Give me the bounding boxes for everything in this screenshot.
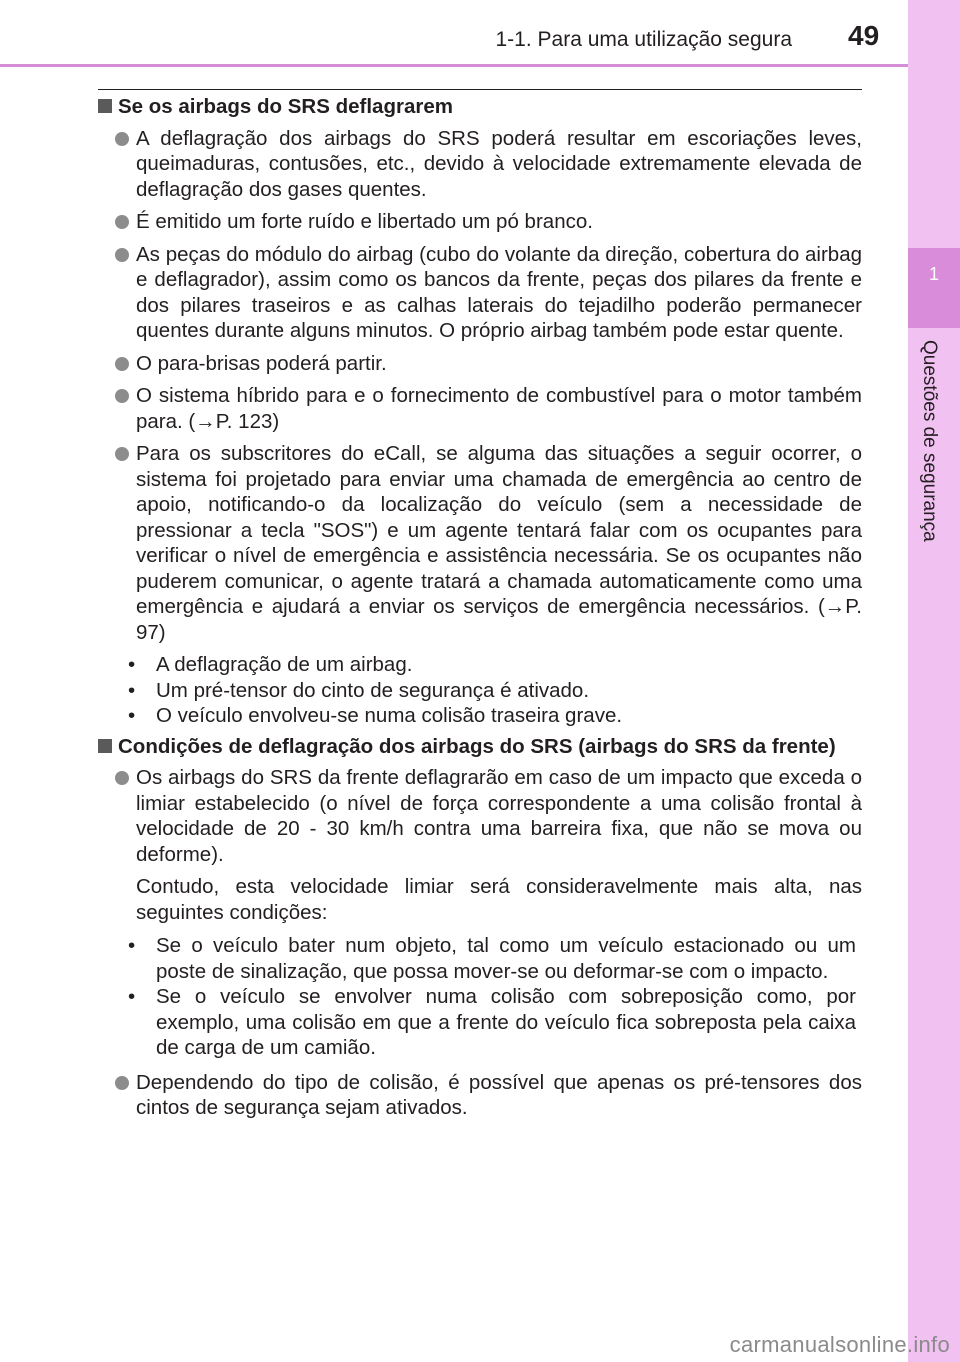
paragraph: Contudo, esta velocidade limiar será consideravelmente mais alta, nas seguintes condições:: [136, 875, 862, 924]
list-item: [98, 351, 862, 377]
list-item: [98, 126, 862, 203]
sub-list-item-text: Se o veículo bater num objeto, tal como um veículo estacionado ou um poste de sinalização, que possa mover-se ou deformar-se com o impacto.: [156, 934, 856, 983]
sub-list-item: [98, 933, 862, 984]
circle-bullet-icon: [115, 447, 129, 461]
content-top-rule: [98, 89, 862, 90]
list-item-text: O sistema híbrido para e o fornecimento de combustível para o motor também para. (→P. 123): [136, 384, 862, 433]
list-item-text: Para os subscritores do eCall, se alguma das situações a seguir ocorrer, o sistema foi projetado para enviar uma chamada de emergência ao centro de apoio, notificando-o da localização do veículo (sem a necessidade de pressionar a tecla "SOS") e um agente tentará falar com os ocupantes para verificar o nível de emergência e assistência necessária. Se os ocupantes não puderem comunicar, o agente tratará a chamada automaticamente como uma emergência e ajudará a enviar os serviços de emergência necessários. (→P. 97): [136, 442, 862, 644]
list-item: [98, 242, 862, 344]
list-item-text: É emitido um forte ruído e libertado um pó branco.: [136, 210, 593, 233]
list-item-text: Os airbags do SRS da frente deflagrarão em caso de um impacto que exceda o limiar estabelecido (o nível de força correspondente a uma colisão frontal à velocidade de 20 - 30 km/h contra uma barreira fixa, que não se mova ou deforme).: [136, 766, 862, 866]
list-item: [98, 765, 862, 867]
watermark: carmanualsonline.info: [729, 1332, 950, 1357]
sub-list-ecall-triggers: [98, 652, 862, 729]
small-bullet-icon: •: [128, 934, 136, 957]
chapter-number-block: [908, 248, 960, 328]
list-item: [98, 441, 862, 645]
header-title: 1-1. Para uma utilização segura: [495, 28, 792, 51]
square-bullet-icon: [98, 99, 112, 113]
list-item: [98, 1070, 862, 1121]
page-number: 49: [848, 20, 880, 51]
sub-list-item: [98, 678, 862, 704]
sub-list-item-text: Se o veículo se envolver numa colisão com sobreposição como, por exemplo, uma colisão em que a frente do veículo fica sobreposta pela caixa de carga de um camião.: [156, 985, 856, 1059]
section-heading-airbags-deploy: [98, 94, 862, 120]
circle-bullet-icon: [115, 389, 129, 403]
list-item: [98, 209, 862, 235]
chapter-side-tab: [908, 0, 960, 1362]
circle-bullet-icon: [115, 357, 129, 371]
section-heading-text: Se os airbags do SRS deflagrarem: [118, 95, 453, 118]
sub-list-item: [98, 652, 862, 678]
section-heading-deploy-conditions: [98, 734, 862, 760]
chapter-title: Questões de segurança: [919, 340, 940, 542]
list-item-text: A deflagração dos airbags do SRS poderá resultar em escoriações leves, queimaduras, contusões, etc., devido à velocidade extremamente elevada de deflagração dos gases quentes.: [136, 126, 862, 201]
chapter-number: 1: [928, 264, 939, 284]
list-item: [98, 383, 862, 434]
sub-list-item-text: O veículo envolveu-se numa colisão traseira grave.: [156, 704, 623, 727]
page-content: [98, 94, 862, 1128]
small-bullet-icon: •: [128, 985, 136, 1008]
list-item-text: O para-brisas poderá partir.: [136, 351, 387, 375]
header-rule: [0, 64, 908, 67]
sub-list-item: [98, 984, 862, 1061]
list-item-text: As peças do módulo do airbag (cubo do volante da direção, cobertura do airbag e deflagrador), assim como os bancos da frente, peças dos pilares da frente e dos pilares traseiros e as calhas laterais do tejadilho poderão permanecer quentes durante alguns minutos. O próprio airbag também pode estar quente.: [136, 242, 862, 342]
circle-bullet-icon: [115, 248, 129, 262]
circle-bullet-icon: [115, 132, 129, 146]
sub-list-item-text: Um pré-tensor do cinto de segurança é ativado.: [156, 678, 590, 702]
small-bullet-icon: •: [128, 678, 136, 702]
sub-list-item-text: A deflagração de um airbag.: [156, 653, 413, 676]
circle-bullet-icon: [115, 771, 129, 785]
section-heading-text: Condições de deflagração dos airbags do SRS (airbags do SRS da frente): [118, 734, 836, 758]
list-item-text: Dependendo do tipo de colisão, é possível que apenas os pré-tensores dos cintos de segurança sejam ativados.: [136, 1070, 862, 1119]
circle-bullet-icon: [115, 215, 129, 229]
sub-list-threshold-conditions: [98, 933, 862, 1061]
square-bullet-icon: [98, 739, 112, 753]
sub-list-item: [98, 703, 862, 729]
small-bullet-icon: •: [128, 704, 136, 727]
circle-bullet-icon: [115, 1076, 129, 1090]
small-bullet-icon: •: [128, 653, 136, 676]
